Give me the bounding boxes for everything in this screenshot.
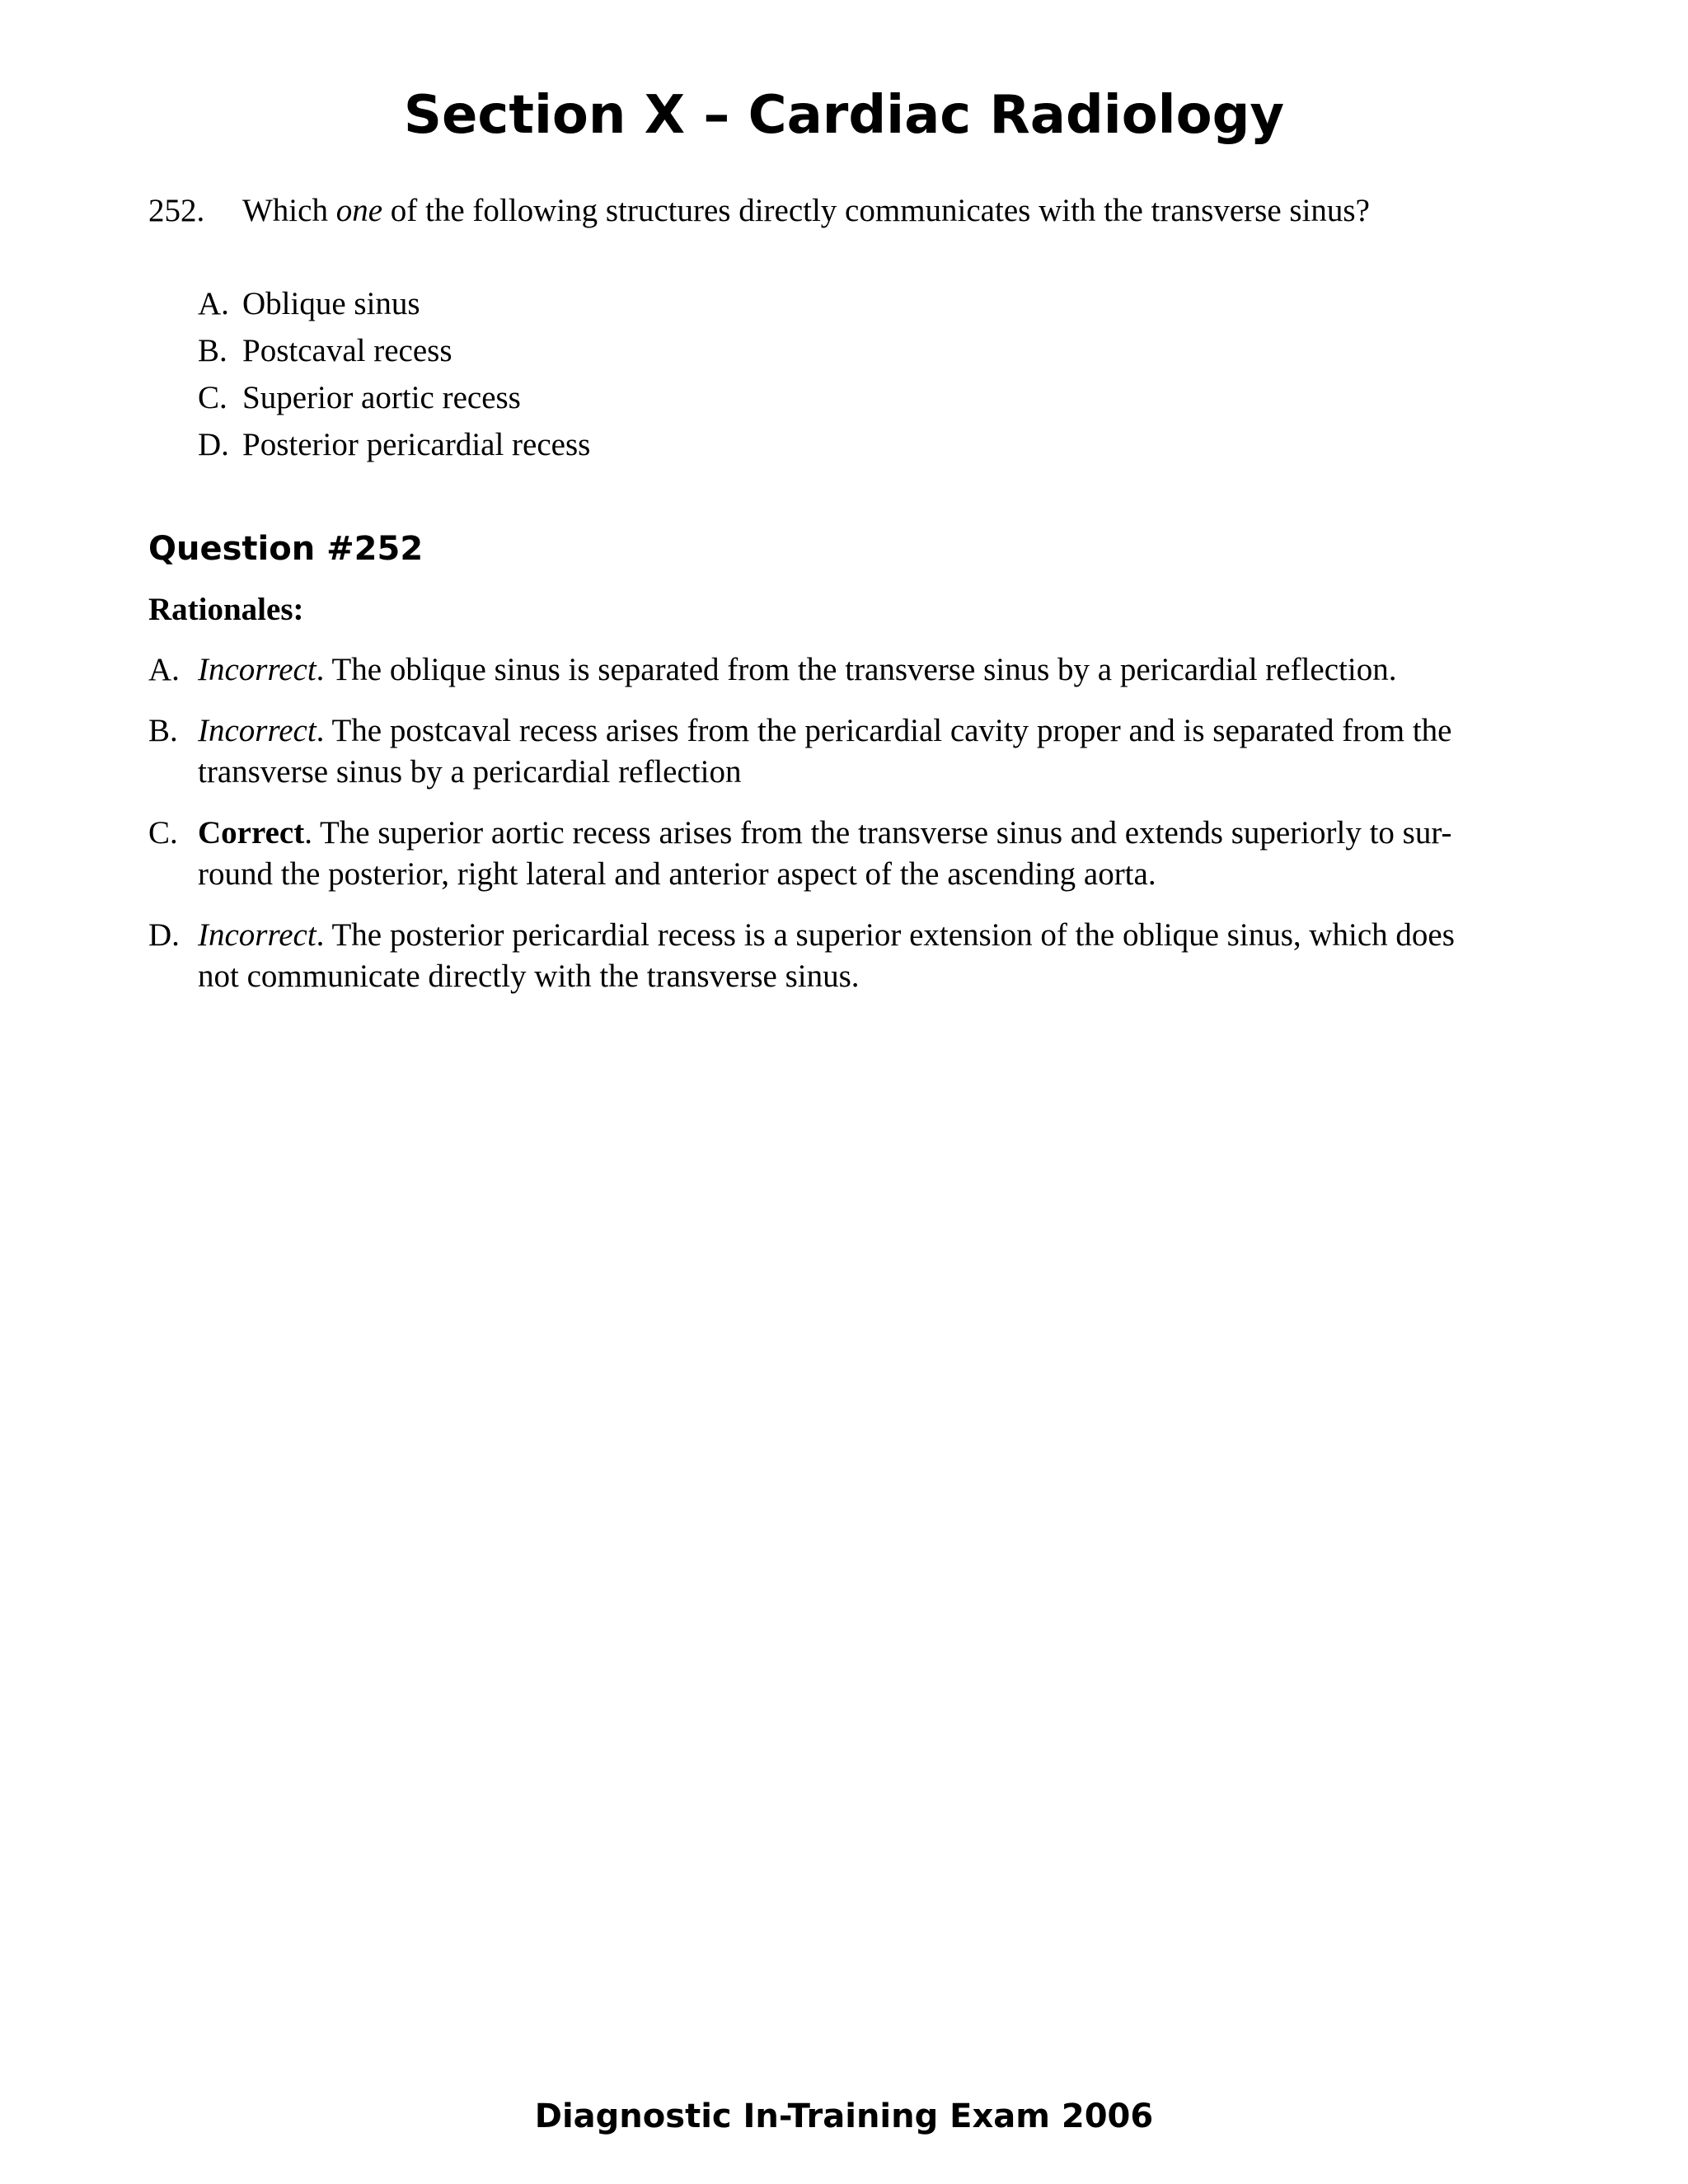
option-letter: B. (198, 333, 227, 368)
rationale-letter: D. (148, 917, 180, 953)
option-letter: D. (198, 427, 229, 462)
rationale-verdict: Incorrect (198, 652, 316, 687)
option-letter: A. (198, 286, 229, 321)
rationale-c (148, 813, 1500, 895)
rationale-verdict: Incorrect (198, 713, 316, 748)
rationales-label: Rationales: (148, 592, 304, 627)
rationale-text: . The postcaval recess arises from the pericardial cavity proper and is separated from the transverse sinus by a pericardial reflection (198, 713, 1452, 790)
option-letter: C. (198, 380, 227, 415)
question-text-start: Which (242, 193, 336, 228)
question-text-end: of the following structures directly communicates with the transverse sinus? (382, 193, 1370, 228)
rationale-verdict: Incorrect (198, 917, 316, 953)
rationale-letter: B. (148, 713, 178, 748)
rationale-b (148, 710, 1500, 793)
rationale-text: . The posterior pericardial recess is a superior extension of the oblique sinus, which does not communicate directly with the transverse sinus. (198, 917, 1455, 994)
option-d (198, 421, 590, 468)
rationale-letter: A. (148, 652, 180, 687)
option-text: Superior aortic recess (242, 380, 521, 415)
rationale-text: . The superior aortic recess arises from the transverse sinus and extends superiorly to sur-round the posterior, right lateral and anterior aspect of the ascending aorta. (198, 815, 1452, 892)
option-b (198, 327, 590, 374)
question-text-emphasis: one (335, 193, 383, 228)
option-text: Oblique sinus (242, 286, 420, 321)
rationale-d (148, 915, 1500, 997)
option-a (198, 280, 590, 327)
rationale-a (148, 649, 1500, 691)
question-number: 252. (148, 193, 205, 228)
page-footer: Diagnostic In-Training Exam 2006 (534, 2097, 1154, 2135)
answer-heading: Question #252 (148, 530, 424, 568)
question-text (242, 188, 1370, 234)
option-text: Posterior pericardial recess (242, 427, 591, 462)
answer-options (198, 280, 590, 468)
option-text: Postcaval recess (242, 333, 452, 368)
rationale-text: . The oblique sinus is separated from the transverse sinus by a pericardial reflection. (316, 652, 1397, 687)
page-title: Section X – Cardiac Radiology (403, 85, 1285, 146)
option-c (198, 374, 590, 421)
rationale-letter: C. (148, 815, 178, 851)
rationale-verdict: Correct (198, 815, 305, 851)
rationales-list (148, 649, 1500, 1017)
